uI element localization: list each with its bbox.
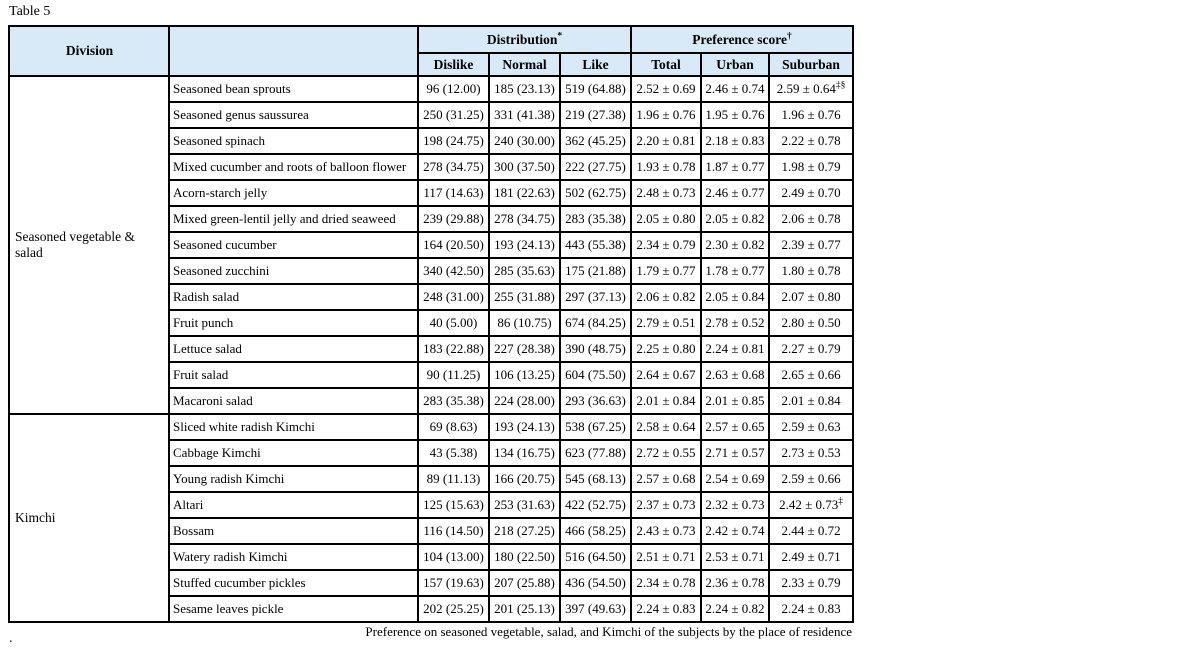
dislike-value: 340 (42.50) <box>418 258 489 284</box>
normal-value: 166 (20.75) <box>489 466 560 492</box>
like-value: 436 (54.50) <box>560 570 631 596</box>
total-value: 2.05 ± 0.80 <box>631 206 701 232</box>
dislike-value: 117 (14.63) <box>418 180 489 206</box>
like-value: 623 (77.88) <box>560 440 631 466</box>
urban-value: 1.95 ± 0.76 <box>701 102 769 128</box>
normal-value: 134 (16.75) <box>489 440 560 466</box>
urban-value: 2.53 ± 0.71 <box>701 544 769 570</box>
dislike-value: 90 (11.25) <box>418 362 489 388</box>
urban-value: 2.32 ± 0.73 <box>701 492 769 518</box>
table-row <box>9 414 853 440</box>
like-value: 443 (55.38) <box>560 232 631 258</box>
suburban-value: 2.44 ± 0.72 <box>769 518 853 544</box>
dagger-footnote-mark: † <box>787 31 792 42</box>
item-name: Altari <box>169 492 418 518</box>
dislike-value: 183 (22.88) <box>418 336 489 362</box>
item-name: Stuffed cucumber pickles <box>169 570 418 596</box>
dislike-value: 239 (29.88) <box>418 206 489 232</box>
urban-value: 2.24 ± 0.81 <box>701 336 769 362</box>
total-value: 2.20 ± 0.81 <box>631 128 701 154</box>
total-value: 2.51 ± 0.71 <box>631 544 701 570</box>
normal-value: 300 (37.50) <box>489 154 560 180</box>
dislike-value: 278 (34.75) <box>418 154 489 180</box>
urban-value: 2.46 ± 0.77 <box>701 180 769 206</box>
normal-value: 106 (13.25) <box>489 362 560 388</box>
item-name: Young radish Kimchi <box>169 466 418 492</box>
urban-value: 2.71 ± 0.57 <box>701 440 769 466</box>
like-value: 502 (62.75) <box>560 180 631 206</box>
suburban-value: 2.73 ± 0.53 <box>769 440 853 466</box>
suburban-value: 2.59 ± 0.63 <box>769 414 853 440</box>
suburban-value: 2.22 ± 0.78 <box>769 128 853 154</box>
total-value: 2.64 ± 0.67 <box>631 362 701 388</box>
item-name: Cabbage Kimchi <box>169 440 418 466</box>
suburban-value: 2.24 ± 0.83 <box>769 596 853 622</box>
urban-value: 2.63 ± 0.68 <box>701 362 769 388</box>
item-name: Fruit salad <box>169 362 418 388</box>
like-value: 516 (64.50) <box>560 544 631 570</box>
like-value: 538 (67.25) <box>560 414 631 440</box>
dislike-value: 96 (12.00) <box>418 76 489 102</box>
dislike-value: 89 (11.13) <box>418 466 489 492</box>
item-name: Mixed green-lentil jelly and dried seaweed <box>169 206 418 232</box>
normal-value: 86 (10.75) <box>489 310 560 336</box>
item-name: Bossam <box>169 518 418 544</box>
dislike-value: 125 (15.63) <box>418 492 489 518</box>
preference-score-group-header <box>631 26 853 53</box>
normal-value: 181 (22.63) <box>489 180 560 206</box>
table-row <box>9 76 853 102</box>
dislike-value: 69 (8.63) <box>418 414 489 440</box>
item-column-header <box>169 26 418 76</box>
total-value: 2.06 ± 0.82 <box>631 284 701 310</box>
like-value: 283 (35.38) <box>560 206 631 232</box>
suburban-value: 2.59 ± 0.66 <box>769 466 853 492</box>
table-caption: Preference on seasoned vegetable, salad, and Kimchi of the subjects by the place of residence <box>365 624 852 639</box>
distribution-group-header <box>418 26 631 53</box>
item-name: Seasoned genus saussurea <box>169 102 418 128</box>
normal-column-header: Normal <box>489 53 560 76</box>
dislike-value: 104 (13.00) <box>418 544 489 570</box>
suburban-value: 2.39 ± 0.77 <box>769 232 853 258</box>
normal-value: 227 (28.38) <box>489 336 560 362</box>
like-column-header: Like <box>560 53 631 76</box>
total-value: 2.37 ± 0.73 <box>631 492 701 518</box>
like-value: 397 (49.63) <box>560 596 631 622</box>
dislike-value: 248 (31.00) <box>418 284 489 310</box>
item-name: Seasoned zucchini <box>169 258 418 284</box>
header-row-groups <box>9 26 853 53</box>
like-value: 219 (27.38) <box>560 102 631 128</box>
dislike-value: 198 (24.75) <box>418 128 489 154</box>
like-value: 519 (64.88) <box>560 76 631 102</box>
suburban-value: 2.42 ± 0.73‡ <box>769 492 853 518</box>
suburban-value: 1.98 ± 0.79 <box>769 154 853 180</box>
distribution-label: Distribution <box>486 31 558 47</box>
dislike-value: 250 (31.25) <box>418 102 489 128</box>
normal-value: 255 (31.88) <box>489 284 560 310</box>
total-value: 2.48 ± 0.73 <box>631 180 701 206</box>
normal-value: 240 (30.00) <box>489 128 560 154</box>
dislike-value: 202 (25.25) <box>418 596 489 622</box>
normal-value: 218 (27.25) <box>489 518 560 544</box>
suburban-value: 2.80 ± 0.50 <box>769 310 853 336</box>
item-name: Acorn-starch jelly <box>169 180 418 206</box>
urban-value: 2.42 ± 0.74 <box>701 518 769 544</box>
total-value: 2.79 ± 0.51 <box>631 310 701 336</box>
urban-value: 2.57 ± 0.65 <box>701 414 769 440</box>
normal-value: 331 (41.38) <box>489 102 560 128</box>
item-name: Seasoned bean sprouts <box>169 76 418 102</box>
suburban-value: 2.49 ± 0.71 <box>769 544 853 570</box>
suburban-value: 2.33 ± 0.79 <box>769 570 853 596</box>
item-name: Seasoned spinach <box>169 128 418 154</box>
urban-value: 2.05 ± 0.84 <box>701 284 769 310</box>
total-column-header: Total <box>631 53 701 76</box>
like-value: 297 (37.13) <box>560 284 631 310</box>
urban-value: 2.36 ± 0.78 <box>701 570 769 596</box>
suburban-value: 2.06 ± 0.78 <box>769 206 853 232</box>
normal-value: 285 (35.63) <box>489 258 560 284</box>
total-value: 2.34 ± 0.79 <box>631 232 701 258</box>
total-value: 2.01 ± 0.84 <box>631 388 701 414</box>
normal-value: 278 (34.75) <box>489 206 560 232</box>
total-value: 2.43 ± 0.73 <box>631 518 701 544</box>
suburban-value: 2.49 ± 0.70 <box>769 180 853 206</box>
normal-value: 180 (22.50) <box>489 544 560 570</box>
trailing-period: . <box>9 631 13 646</box>
urban-value: 2.01 ± 0.85 <box>701 388 769 414</box>
like-value: 362 (45.25) <box>560 128 631 154</box>
dislike-value: 164 (20.50) <box>418 232 489 258</box>
suburban-value: 1.80 ± 0.78 <box>769 258 853 284</box>
item-name: Fruit punch <box>169 310 418 336</box>
item-name: Radish salad <box>169 284 418 310</box>
item-name: Lettuce salad <box>169 336 418 362</box>
like-value: 390 (48.75) <box>560 336 631 362</box>
dislike-column-header: Dislike <box>418 53 489 76</box>
table-header <box>9 26 853 76</box>
total-value: 2.57 ± 0.68 <box>631 466 701 492</box>
urban-value: 2.24 ± 0.82 <box>701 596 769 622</box>
total-value: 2.34 ± 0.78 <box>631 570 701 596</box>
like-value: 604 (75.50) <box>560 362 631 388</box>
suburban-value: 2.07 ± 0.80 <box>769 284 853 310</box>
suburban-value: 1.96 ± 0.76 <box>769 102 853 128</box>
normal-value: 185 (23.13) <box>489 76 560 102</box>
item-name: Mixed cucumber and roots of balloon flower <box>169 154 418 180</box>
total-value: 2.58 ± 0.64 <box>631 414 701 440</box>
urban-value: 2.46 ± 0.74 <box>701 76 769 102</box>
total-value: 2.52 ± 0.69 <box>631 76 701 102</box>
suburban-column-header: Suburban <box>769 53 853 76</box>
suburban-value: 2.65 ± 0.66 <box>769 362 853 388</box>
dislike-value: 116 (14.50) <box>418 518 489 544</box>
like-value: 466 (58.25) <box>560 518 631 544</box>
urban-value: 2.54 ± 0.69 <box>701 466 769 492</box>
total-value: 2.24 ± 0.83 <box>631 596 701 622</box>
urban-value: 2.18 ± 0.83 <box>701 128 769 154</box>
division-column-header: Division <box>9 26 169 76</box>
dislike-value: 40 (5.00) <box>418 310 489 336</box>
division-cell: Seasoned vegetable & salad <box>9 76 169 414</box>
total-value: 1.96 ± 0.76 <box>631 102 701 128</box>
item-name: Seasoned cucumber <box>169 232 418 258</box>
division-cell: Kimchi <box>9 414 169 622</box>
dislike-value: 157 (19.63) <box>418 570 489 596</box>
significance-mark: ‡ <box>838 496 843 507</box>
normal-value: 193 (24.13) <box>489 232 560 258</box>
normal-value: 201 (25.13) <box>489 596 560 622</box>
table-label: Table 5 <box>9 4 51 19</box>
like-value: 293 (36.63) <box>560 388 631 414</box>
urban-value: 2.05 ± 0.82 <box>701 206 769 232</box>
like-value: 222 (27.75) <box>560 154 631 180</box>
normal-value: 207 (25.88) <box>489 570 560 596</box>
like-value: 545 (68.13) <box>560 466 631 492</box>
suburban-value: 2.27 ± 0.79 <box>769 336 853 362</box>
like-value: 175 (21.88) <box>560 258 631 284</box>
normal-value: 253 (31.63) <box>489 492 560 518</box>
total-value: 1.93 ± 0.78 <box>631 154 701 180</box>
item-name: Watery radish Kimchi <box>169 544 418 570</box>
suburban-value: 2.59 ± 0.64‡§ <box>769 76 853 102</box>
normal-value: 224 (28.00) <box>489 388 560 414</box>
total-value: 2.72 ± 0.55 <box>631 440 701 466</box>
preference-score-label: Preference score <box>692 31 788 47</box>
like-value: 674 (84.25) <box>560 310 631 336</box>
total-value: 2.25 ± 0.80 <box>631 336 701 362</box>
urban-column-header: Urban <box>701 53 769 76</box>
suburban-value: 2.01 ± 0.84 <box>769 388 853 414</box>
urban-value: 2.78 ± 0.52 <box>701 310 769 336</box>
significance-mark: ‡§ <box>835 80 846 91</box>
item-name: Macaroni salad <box>169 388 418 414</box>
item-name: Sesame leaves pickle <box>169 596 418 622</box>
urban-value: 1.78 ± 0.77 <box>701 258 769 284</box>
asterisk-footnote-mark: * <box>557 31 563 42</box>
urban-value: 1.87 ± 0.77 <box>701 154 769 180</box>
item-name: Sliced white radish Kimchi <box>169 414 418 440</box>
total-value: 1.79 ± 0.77 <box>631 258 701 284</box>
dislike-value: 43 (5.38) <box>418 440 489 466</box>
dislike-value: 283 (35.38) <box>418 388 489 414</box>
like-value: 422 (52.75) <box>560 492 631 518</box>
table-body <box>9 76 853 622</box>
normal-value: 193 (24.13) <box>489 414 560 440</box>
urban-value: 2.30 ± 0.82 <box>701 232 769 258</box>
preference-table <box>8 25 854 623</box>
